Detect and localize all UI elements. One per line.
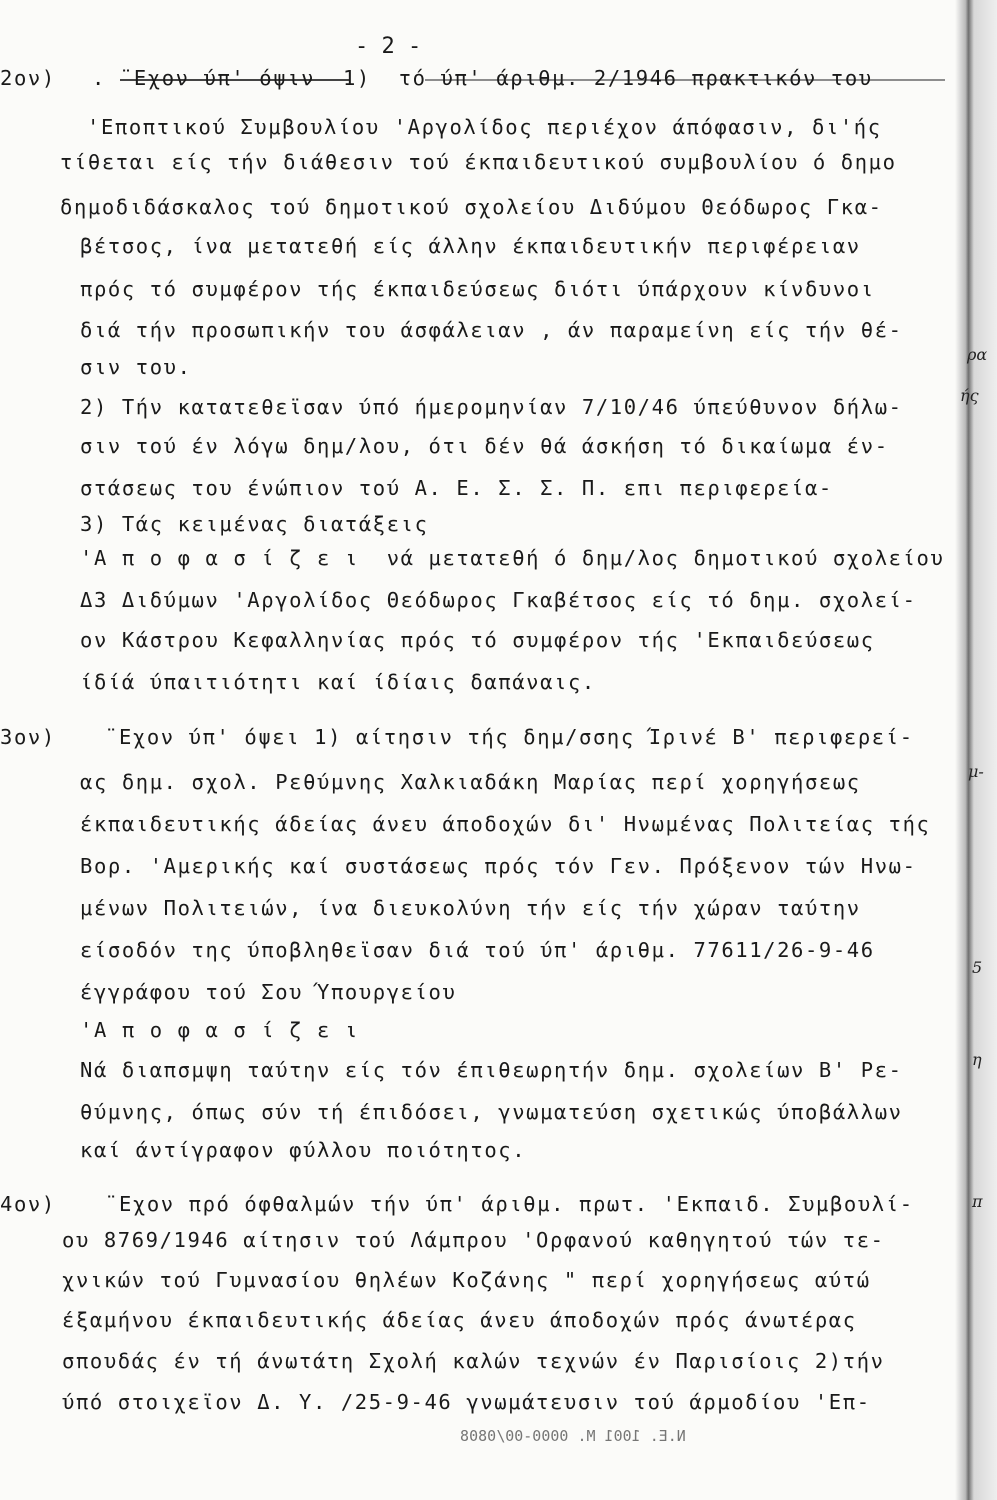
text-line: ¨Εχον πρό όφθαλμών τήν ύπ' άριθμ. πρωτ. 'Εκπαιδ. Συμβουλί- bbox=[105, 1192, 914, 1216]
margin-note: π bbox=[972, 1192, 983, 1211]
text-line: ου 8769/1946 αίτησιν τού Λάμπρου 'Ορφανού καθηγητού τών τε- bbox=[62, 1228, 885, 1252]
text-line: έκπαιδευτικής άδείας άνευ άποδοχών δι' Ηνωμένας Πολιτείας τής bbox=[80, 812, 931, 836]
text-line: χνικών τού Γυμνασίου θηλέων Κοζάνης " περί χορηγήσεως αύτώ bbox=[62, 1268, 871, 1292]
text-line: ύπό στοιχεϊον Δ. Υ. /25-9-46 γνωμάτευσιν τού άρμοδίου 'Επ- bbox=[62, 1390, 871, 1414]
text-line: ον Κάστρου Κεφαλληνίας πρός τό συμφέρον τής 'Εκπαιδεύσεως bbox=[80, 628, 875, 652]
text-line: ας δημ. σχολ. Ρεθύμνης Χαλκιαδάκη Μαρίας περί χορηγήσεως bbox=[80, 770, 861, 794]
text-line: είσοδόν της ύποβληθεϊσαν διά τού ύπ' άριθμ. 77611/26-9-46 bbox=[80, 938, 875, 962]
section-number: 4ον) bbox=[0, 1192, 56, 1216]
section-number: 3ον) bbox=[0, 725, 56, 749]
text-line: πρός τό συμφέρον τής έκπαιδεύσεως διότι ύπάρχουν κίνδυνοι bbox=[80, 277, 875, 301]
margin-note: ής bbox=[960, 386, 979, 405]
section-number: 2ον) bbox=[0, 66, 56, 90]
text-line: βέτσος, ίνα μετατεθή είς άλλην έκπαιδευτικήν περιφέρειαν bbox=[80, 234, 861, 258]
text-line: διά τήν προσωπικήν του άσφάλειαν , άν παραμείνη είς τήν θέ- bbox=[80, 318, 903, 342]
text-line: 3) Τάς κειμένας διατάξεις bbox=[80, 512, 429, 536]
footer-stamp: Ν.Ε. 1001 M. 0000-00/0808 bbox=[460, 1427, 686, 1445]
margin-note: 5 bbox=[972, 958, 983, 977]
text-line: δημοδιδάσκαλος τού δημοτικού σχολείου Διδύμου Θεόδωρος Γκα- bbox=[60, 195, 883, 219]
margin-note: η bbox=[972, 1050, 982, 1069]
page-edge-shadow bbox=[955, 0, 997, 1500]
text-line: θύμνης, όπως σύν τή έπιδόσει, γνωματεύση σχετικώς ύποβάλλων bbox=[80, 1100, 903, 1124]
text-line: μένων Πολιτειών, ίνα διευκολύνη τήν είς τήν χώραν ταύτην bbox=[80, 896, 861, 920]
margin-note: ρα bbox=[967, 345, 988, 364]
text-line: σπουδάς έν τή άνωτάτη Σχολή καλών τεχνών έν Παρισίοις 2)τήν bbox=[62, 1349, 885, 1373]
text-line: 'Α π ο φ α σ ί ζ ε ι νά μετατεθή ό δημ/λος δημοτικού σχολείου bbox=[80, 546, 945, 570]
text-line: έγγράφου τού Σου Ύπουργείου bbox=[80, 980, 457, 1004]
text-line: σιν τού έν λόγω δημ/λου, ότι δέν θά άσκήση τό δικαίωμα έν- bbox=[80, 434, 889, 458]
text-line: . ¨Εχον ύπ' όψιν 1) τό ύπ' άριθμ. 2/1946 πρακτικόν του bbox=[92, 66, 873, 90]
text-line: στάσεως του ένώπιον τού Α. Ε. Σ. Σ. Π. επι περιφερεία- bbox=[80, 476, 833, 500]
text-line: τίθεται είς τήν διάθεσιν τού έκπαιδευτικού συμβουλίου ό δημο bbox=[60, 150, 897, 174]
text-line: ¨Εχον ύπ' όψει 1) αίτησιν τής δημ/σσης Ίρινέ Β' περιφερεί- bbox=[105, 725, 914, 749]
page-number: - 2 - bbox=[355, 34, 422, 59]
text-line: ίδίά ύπαιτιότητι καί ίδίαις δαπάναις. bbox=[80, 670, 596, 694]
text-line: καί άντίγραφον φύλλου ποιότητος. bbox=[80, 1138, 527, 1162]
text-line: Βορ. 'Αμερικής καί συστάσεως πρός τόν Γεν. Πρόξενον τών Ηνω- bbox=[80, 854, 917, 878]
text-line: Δ3 Διδύμων 'Αργολίδος Θεόδωρος Γκαβέτσος είς τό δημ. σχολεί- bbox=[80, 588, 917, 612]
text-line: 'Α π ο φ α σ ί ζ ε ι bbox=[80, 1018, 359, 1042]
text-line: Νά διαπσμψη ταύτην είς τόν έπιθεωρητήν δημ. σχολείων Β' Ρε- bbox=[80, 1058, 903, 1082]
text-line: 2) Τήν κατατεθεϊσαν ύπό ήμερομηνίαν 7/10/46 ύπεύθυνον δήλω- bbox=[80, 395, 903, 419]
text-line: σιν του. bbox=[80, 355, 192, 379]
text-line: 'Εποπτικού Συμβουλίου 'Αργολίδος περιέχον άπόφασιν, δι'ής bbox=[87, 115, 882, 139]
text-line: έξαμήνου έκπαιδευτικής άδείας άνευ άποδοχών πρός άνωτέρας bbox=[62, 1308, 857, 1332]
margin-note: μ- bbox=[968, 762, 984, 781]
page-header bbox=[100, 34, 960, 59]
